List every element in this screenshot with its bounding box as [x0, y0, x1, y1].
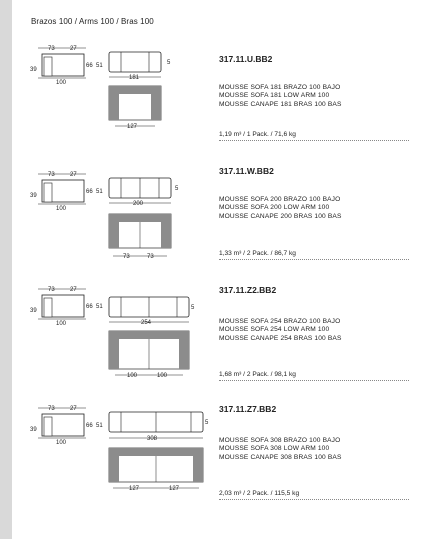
- description-line: MOUSSE SOFA 200 LOW ARM 100: [219, 204, 330, 212]
- dim-h2: 66: [86, 63, 93, 69]
- side-elevation-drawing: [30, 404, 110, 444]
- dim-width: 181: [129, 75, 140, 81]
- front-elevation-drawing: [107, 410, 212, 442]
- dim-h3: 51: [96, 63, 103, 69]
- page-header: Brazos 100 / Arms 100 / Bras 100: [31, 17, 154, 26]
- dim-h3: 51: [96, 304, 103, 310]
- dim-plan-2: 127: [169, 486, 180, 492]
- description-line: MOUSSE CANAPE 200 BRAS 100 BAS: [219, 212, 342, 220]
- product-description: [219, 84, 342, 109]
- dim-plan-2: 100: [157, 373, 168, 379]
- description-line: MOUSSE SOFA 181 LOW ARM 100: [219, 92, 330, 100]
- product-block: [0, 46, 426, 176]
- dim-arm: 27: [70, 406, 77, 412]
- side-elevation-drawing: [30, 285, 110, 325]
- dim-plan-1: 100: [127, 373, 138, 379]
- dim-arm: 27: [70, 46, 77, 52]
- dim-bottom: 100: [56, 321, 67, 327]
- dim-h1: 39: [30, 308, 37, 314]
- dim-plan-1: 127: [129, 486, 140, 492]
- dim-h2: 66: [86, 423, 93, 429]
- dim-plan-1: 73: [123, 254, 130, 260]
- separator: [219, 259, 409, 260]
- description-line: MOUSSE SOFA 308 BRAZO 100 BAJO: [219, 437, 341, 444]
- description-line: MOUSSE CANAPE 254 BRAS 100 BAS: [219, 334, 342, 342]
- product-code: 317.11.Z7.BB2: [219, 404, 277, 414]
- plan-view-drawing: [107, 84, 167, 132]
- dim-width: 254: [141, 320, 152, 326]
- dim-bottom: 100: [56, 440, 67, 446]
- dim-depth-top: 73: [48, 172, 55, 178]
- product-block: [0, 285, 426, 407]
- product-description: [219, 318, 342, 343]
- dim-h1: 39: [30, 427, 37, 433]
- dim-right: 5: [175, 186, 179, 192]
- plan-view-drawing: [107, 329, 197, 381]
- side-elevation-drawing: [30, 44, 110, 84]
- product-block: [0, 166, 426, 288]
- dim-h2: 66: [86, 304, 93, 310]
- front-elevation-drawing: [107, 176, 187, 206]
- dim-depth-top: 73: [48, 406, 55, 412]
- plan-view-drawing: [107, 446, 212, 496]
- product-description: [219, 437, 342, 462]
- dim-width: 308: [147, 436, 158, 442]
- dim-right: 5: [167, 60, 171, 66]
- front-elevation-drawing: [107, 295, 197, 327]
- pack-info: 2,03 m³ / 2 Pack. / 115,5 kg: [219, 490, 300, 497]
- side-elevation-drawing: [30, 170, 110, 210]
- description-line: MOUSSE SOFA 308 LOW ARM 100: [219, 445, 330, 453]
- dim-h1: 39: [30, 67, 37, 73]
- dim-right: 5: [191, 305, 195, 311]
- separator: [219, 140, 409, 141]
- description-line: MOUSSE SOFA 200 BRAZO 100 BAJO: [219, 196, 341, 203]
- dim-h3: 51: [96, 423, 103, 429]
- front-elevation-drawing: [107, 50, 177, 80]
- description-line: MOUSSE SOFA 181 BRAZO 100 BAJO: [219, 84, 341, 91]
- dim-bottom: 100: [56, 80, 67, 86]
- dim-depth-top: 73: [48, 46, 55, 52]
- product-code: 317.11.W.BB2: [219, 166, 274, 176]
- plan-view-drawing: [107, 212, 177, 260]
- product-description: [219, 196, 342, 221]
- description-line: MOUSSE SOFA 254 BRAZO 100 BAJO: [219, 318, 341, 325]
- dim-plan-2: 73: [147, 254, 154, 260]
- dim-arm: 27: [70, 287, 77, 293]
- dim-h1: 39: [30, 193, 37, 199]
- description-line: MOUSSE SOFA 254 LOW ARM 100: [219, 326, 330, 334]
- dim-plan-1: 127: [127, 124, 138, 130]
- dim-right: 5: [205, 420, 209, 426]
- pack-info: 1,33 m³ / 2 Pack. / 86,7 kg: [219, 250, 296, 257]
- dim-h2: 66: [86, 189, 93, 195]
- dim-h3: 51: [96, 189, 103, 195]
- separator: [219, 499, 409, 500]
- description-line: MOUSSE CANAPE 181 BRAS 100 BAS: [219, 100, 342, 108]
- dim-bottom: 100: [56, 206, 67, 212]
- dim-width: 200: [133, 201, 144, 207]
- separator: [219, 380, 409, 381]
- product-block: [0, 404, 426, 526]
- description-line: MOUSSE CANAPE 308 BRAS 100 BAS: [219, 453, 342, 461]
- dim-arm: 27: [70, 172, 77, 178]
- pack-info: 1,68 m³ / 2 Pack. / 98,1 kg: [219, 371, 296, 378]
- pack-info: 1,19 m³ / 1 Pack. / 71,6 kg: [219, 131, 296, 138]
- product-code: 317.11.Z2.BB2: [219, 285, 277, 295]
- product-code: 317.11.U.BB2: [219, 54, 273, 64]
- dim-depth-top: 73: [48, 287, 55, 293]
